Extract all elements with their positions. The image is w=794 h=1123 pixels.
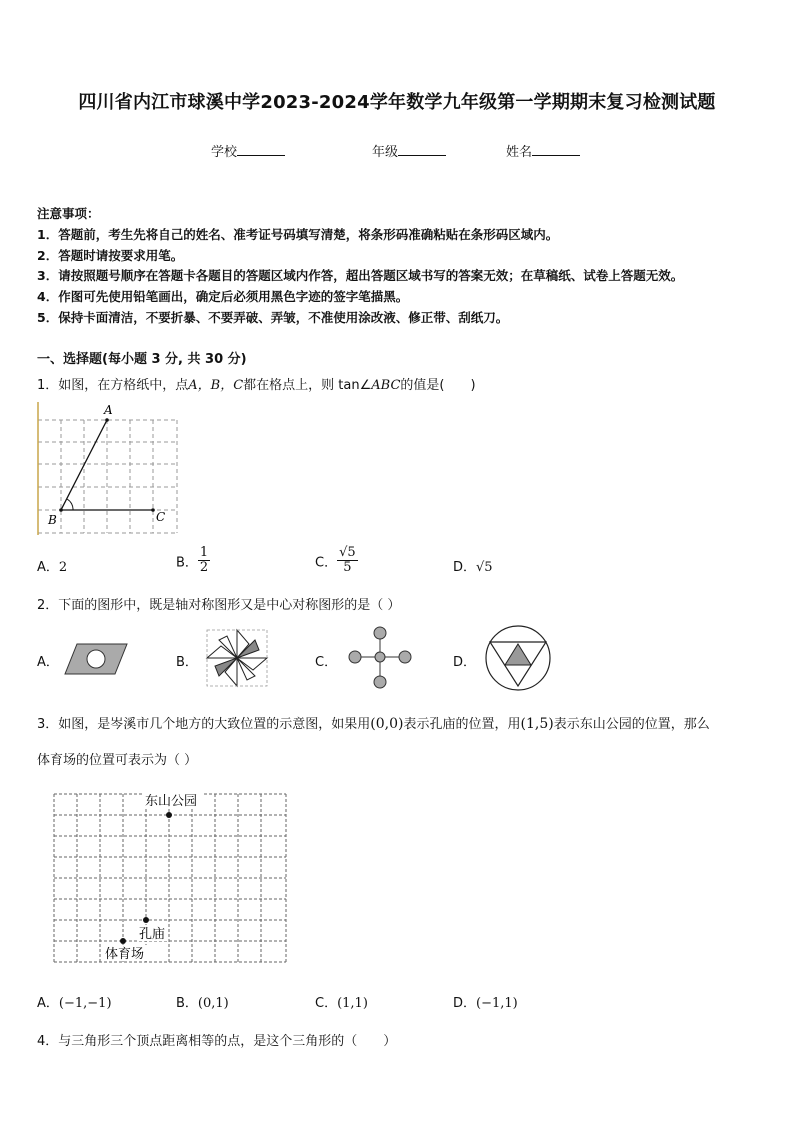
- q1-grid-figure: [36, 402, 181, 537]
- name-blank[interactable]: [532, 143, 580, 156]
- temple-label: 孔庙: [139, 927, 166, 942]
- note-item-2: 2．答题时请按要求用笔。: [37, 248, 184, 263]
- notes-heading: 注意事项：: [37, 206, 100, 221]
- angle-name: ABC: [371, 378, 401, 393]
- q2-option-d-label[interactable]: D．: [453, 655, 477, 670]
- section-heading: 一、选择题(每小题 3 分, 共 30 分): [37, 352, 247, 367]
- school-label: 学校: [211, 145, 238, 160]
- temple-point: [143, 917, 149, 923]
- label-b: B: [48, 513, 57, 527]
- pinwheel-figure[interactable]: [204, 628, 270, 688]
- q1-option-d[interactable]: D．√5: [453, 560, 493, 575]
- question-3-line-1: 3．如图，是岑溪市几个地方的大致位置的示意图，如果用(0,0)表示孔庙的位置，用(1,5)表示东山公园的位置，那么: [37, 716, 710, 732]
- q2-option-b-label[interactable]: B．: [176, 655, 198, 670]
- label-c: C: [156, 510, 166, 524]
- question-4-text: 4．与三角形三个顶点距离相等的点，是这个三角形的（ ）: [37, 1034, 397, 1049]
- question-3-line-2: 体育场的位置可表示为（ ）: [37, 753, 198, 768]
- note-item-3: 3．请按照题号顺序在答题卡各题目的答题区域内作答，超出答题区域书写的答案无效；在草稿纸、试卷上答题无效。: [37, 268, 684, 283]
- note-item-5: 5．保持卡面清洁，不要折暴、不要弄破、弄皱，不准使用涂改液、修正带、刮纸刀。: [37, 310, 509, 325]
- question-2-text: 2．下面的图形中，既是轴对称图形又是中心对称图形的是（ ）: [37, 598, 401, 613]
- stadium-label: 体育场: [105, 947, 145, 962]
- school-blank[interactable]: [237, 143, 285, 156]
- question-1-text: 1．如图，在方格纸中，点A，B，C都在格点上，则 tan∠ABC的值是( ): [37, 378, 476, 393]
- label-a: A: [104, 403, 113, 417]
- q3-option-c[interactable]: C．(1,1): [315, 996, 368, 1011]
- school-field[interactable]: [211, 141, 285, 160]
- q1-option-b[interactable]: B． $\frac{1}{2}$: [176, 545, 209, 576]
- q2-option-a-label[interactable]: A．: [37, 655, 59, 670]
- note-item-4: 4．作图可先使用铅笔画出，确定后必须用黑色字迹的签字笔描黑。: [37, 289, 409, 304]
- q2-option-c-label[interactable]: C．: [315, 655, 338, 670]
- q1-option-c[interactable]: C． $\frac{√5}{5}$: [315, 545, 356, 576]
- grade-blank[interactable]: [398, 143, 446, 156]
- stadium-point: [120, 938, 126, 944]
- cross-circles-figure[interactable]: [347, 626, 413, 690]
- q3-option-d[interactable]: D．(−1,1): [453, 996, 518, 1011]
- note-item-1: 1．答题前，考生先将自己的姓名、准考证号码填写清楚，将条形码准确粘贴在条形码区域内。: [37, 227, 559, 242]
- grade-label: 年级: [372, 145, 399, 160]
- page-title: 四川省内江市球溪中学2023-2024学年数学九年级第一学期期末复习检测试题: [78, 92, 716, 113]
- q3-option-b[interactable]: B．(0,1): [176, 996, 229, 1011]
- grade-field[interactable]: [372, 141, 446, 160]
- point-names: A，B，C: [188, 378, 244, 393]
- name-field[interactable]: [506, 141, 580, 160]
- park-label: 东山公园: [145, 794, 198, 809]
- segment-ba: [61, 420, 107, 510]
- name-label: 姓名: [506, 145, 533, 160]
- parallelogram-circle-figure[interactable]: [63, 642, 129, 676]
- park-point: [166, 812, 172, 818]
- circle-triangles-figure[interactable]: [483, 623, 553, 693]
- q1-option-a[interactable]: A．2: [37, 560, 68, 575]
- q3-option-a[interactable]: A．(−1,−1): [37, 996, 112, 1011]
- q3-map-figure: [54, 792, 290, 964]
